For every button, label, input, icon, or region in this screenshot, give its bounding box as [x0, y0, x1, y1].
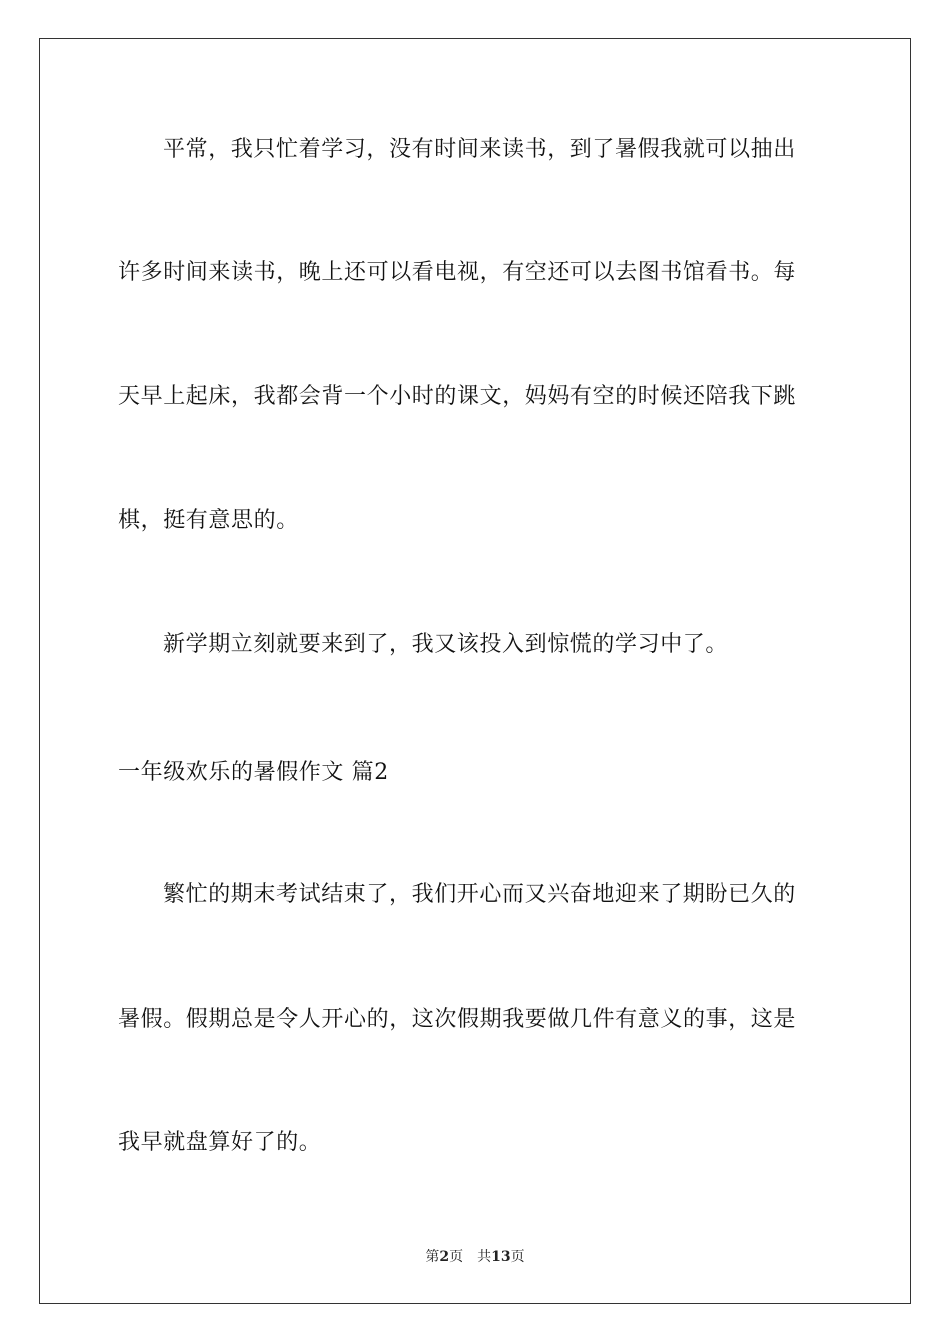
paragraph-3-line-3: 我早就盘算好了的。 [118, 1130, 322, 1155]
paragraph-1-line-2: 许多时间来读书，晚上还可以看电视，有空还可以去图书馆看书。每 [118, 260, 797, 285]
page-footer [0, 1247, 950, 1267]
paragraph-2-line-1: 新学期立刻就要来到了，我又该投入到惊慌的学习中了。 [163, 632, 729, 657]
total-suffix: 页 [510, 1249, 525, 1265]
page-frame [39, 38, 911, 1304]
paragraph-1-line-4: 棋，挺有意思的。 [118, 508, 299, 533]
paragraph-3-line-2: 暑假。假期总是令人开心的，这次假期我要做几件有意义的事，这是 [118, 1007, 797, 1032]
page-prefix: 第 [425, 1249, 440, 1265]
page-number: 2 [439, 1249, 450, 1265]
total-pages: 13 [491, 1249, 511, 1265]
section-heading: 一年级欢乐的暑假作文 篇2 [118, 760, 389, 785]
paragraph-1-line-1: 平常，我只忙着学习，没有时间来读书，到了暑假我就可以抽出 [163, 137, 796, 162]
paragraph-3-line-1: 繁忙的期末考试结束了，我们开心而又兴奋地迎来了期盼已久的 [163, 882, 796, 907]
total-prefix: 共 [477, 1249, 492, 1265]
page-suffix: 页 [449, 1249, 464, 1265]
paragraph-1-line-3: 天早上起床，我都会背一个小时的课文，妈妈有空的时候还陪我下跳 [118, 384, 797, 409]
